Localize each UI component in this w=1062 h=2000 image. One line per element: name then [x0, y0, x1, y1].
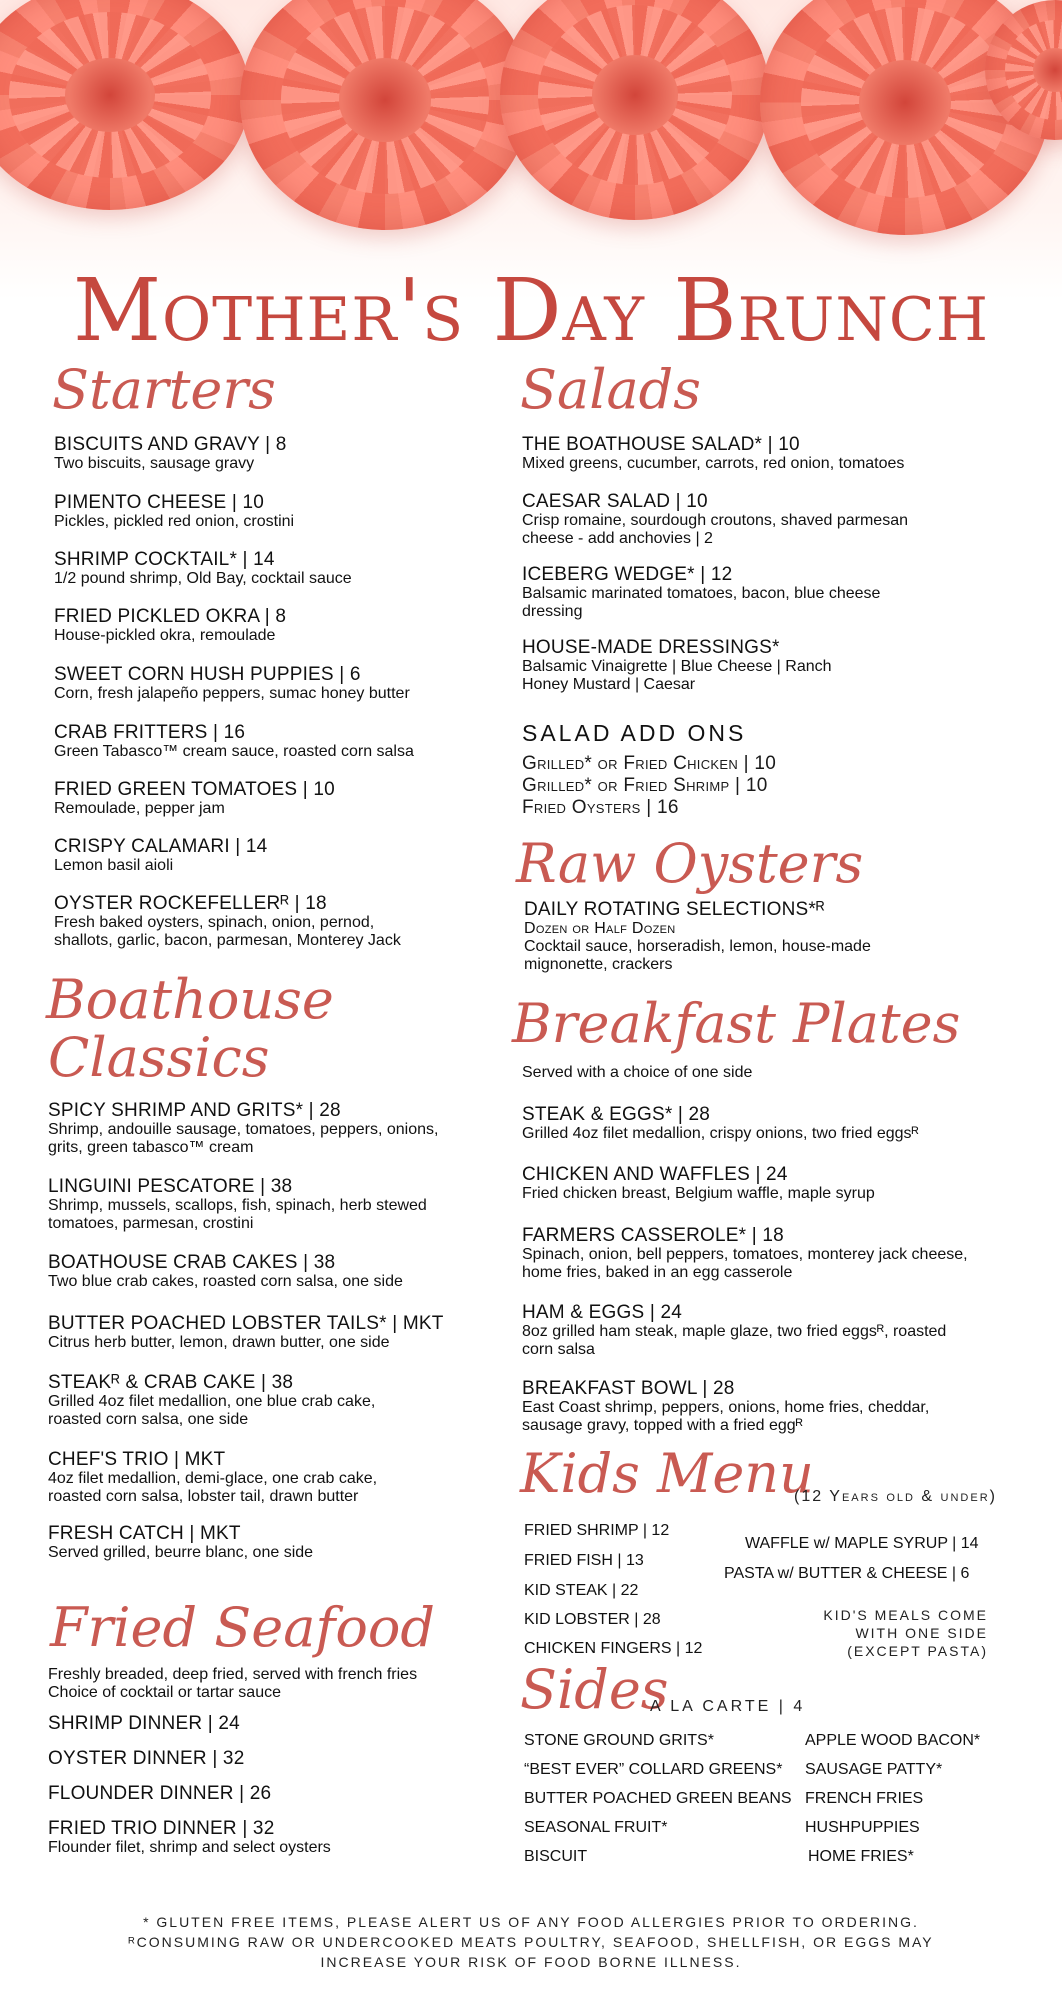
item-desc: 1/2 pound shrimp, Old Bay, cocktail sauce [54, 570, 352, 587]
kids-item: FRIED FISH | 13 [524, 1552, 644, 1569]
item-name: BISCUITS AND GRAVY | 8 [54, 434, 287, 455]
item-desc: Citrus herb butter, lemon, drawn butter, one side [48, 1334, 390, 1351]
hero-flowers-image [0, 0, 1062, 300]
item-subtitle: Dozen or Half Dozen [524, 920, 676, 937]
item-desc: Two biscuits, sausage gravy [54, 455, 255, 472]
item-desc: 4oz filet medallion, demi-glace, one crab cake, [48, 1470, 378, 1487]
starter-item [54, 492, 294, 531]
footer-line: INCREASE YOUR RISK OF FOOD BORNE ILLNESS. [320, 1954, 742, 1970]
item-desc: Grilled 4oz filet medallion, one blue crab cake, [48, 1393, 376, 1410]
item-name: OYSTER ROCKEFELLERᴿ | 18 [54, 893, 327, 914]
item-name: CHICKEN AND WAFFLES | 24 [522, 1164, 788, 1185]
classic-item [48, 1313, 444, 1352]
item-desc: shallots, garlic, bacon, parmesan, Monterey Jack [54, 932, 401, 949]
carnation-flower-1 [0, 0, 250, 210]
item-desc: tomatoes, parmesan, crostini [48, 1215, 254, 1232]
item-desc: Balsamic marinated tomatoes, bacon, blue cheese [522, 585, 881, 602]
item-desc: cheese - add anchovies | 2 [522, 530, 713, 547]
item-desc: Balsamic Vinaigrette | Blue Cheese | Ranch [522, 658, 832, 675]
item-name: STEAK & EGGS* | 28 [522, 1104, 711, 1125]
item-desc: sausage gravy, topped with a fried eggᴿ [522, 1417, 803, 1434]
item-desc: grits, green tabasco™ cream [48, 1139, 254, 1156]
kids-item: PASTA w/ BUTTER & CHEESE | 6 [724, 1565, 970, 1582]
fried-seafood-intro [48, 1666, 417, 1702]
sides-heading: Sides [520, 1658, 669, 1721]
item-name: CAESAR SALAD | 10 [522, 491, 708, 512]
item-desc: Shrimp, mussels, scallops, fish, spinach, herb stewed [48, 1197, 427, 1214]
item-name: SHRIMP COCKTAIL* | 14 [54, 549, 275, 570]
fried-seafood-item: OYSTER DINNER | 32 [48, 1748, 245, 1769]
salad-item [522, 491, 908, 548]
kids-item: KID LOBSTER | 28 [524, 1611, 661, 1628]
item-desc: 8oz grilled ham steak, maple glaze, two fried eggsᴿ, roasted [522, 1323, 947, 1340]
kids-item: CHICKEN FINGERS | 12 [524, 1640, 703, 1657]
page-title: Mother's Day Brunch [72, 261, 990, 361]
item-desc: Lemon basil aioli [54, 857, 174, 874]
add-on-item: Fried Oysters | 16 [522, 797, 679, 818]
starter-item [54, 722, 414, 761]
item-name: CRISPY CALAMARI | 14 [54, 836, 268, 857]
item-desc: Honey Mustard | Caesar [522, 676, 696, 693]
item-name: DAILY ROTATING SELECTIONS*ᴿ [524, 899, 825, 920]
item-name: PIMENTO CHEESE | 10 [54, 492, 265, 513]
starters-heading: Starters [52, 358, 276, 421]
item-name: LINGUINI PESCATORE | 38 [48, 1176, 293, 1197]
breakfast-plates-heading: Breakfast Plates [512, 992, 961, 1055]
classic-item [48, 1100, 438, 1157]
item-desc: East Coast shrimp, peppers, onions, home fries, cheddar, [522, 1399, 930, 1416]
item-desc: Corn, fresh jalapeño peppers, sumac honey butter [54, 685, 410, 702]
item-desc: mignonette, crackers [524, 956, 673, 973]
footer-disclaimer [0, 1912, 1062, 1972]
item-desc: Crisp romaine, sourdough croutons, shaved parmesan [522, 512, 908, 529]
sides-price-note: A LA CARTE | 4 [650, 1698, 806, 1715]
kids-item: WAFFLE w/ MAPLE SYRUP | 14 [745, 1535, 979, 1552]
breakfast-item [522, 1302, 946, 1359]
item-desc: House-pickled okra, remoulade [54, 627, 276, 644]
side-item: BISCUIT [524, 1848, 588, 1865]
item-name: FRESH CATCH | MKT [48, 1523, 241, 1544]
item-name: STEAKᴿ & CRAB CAKE | 38 [48, 1372, 294, 1393]
item-name: CHEF'S TRIO | MKT [48, 1449, 226, 1470]
item-desc: Pickles, pickled red onion, crostini [54, 513, 295, 530]
classic-item [48, 1523, 313, 1562]
item-desc: corn salsa [522, 1341, 595, 1358]
item-desc: Green Tabasco™ cream sauce, roasted corn salsa [54, 743, 414, 760]
starter-item [54, 606, 286, 645]
add-on-item: Grilled* or Fried Chicken | 10 [522, 753, 777, 774]
salad-item [522, 434, 904, 473]
item-name: BOATHOUSE CRAB CAKES | 38 [48, 1252, 336, 1273]
classics-heading-line-2: Classics [48, 1026, 270, 1089]
fried-seafood-heading: Fried Seafood [50, 1596, 435, 1659]
breakfast-item [522, 1225, 968, 1282]
item-name: FRIED TRIO DINNER | 32 [48, 1818, 275, 1839]
side-item: HUSHPUPPIES [805, 1819, 920, 1836]
item-desc: Fresh baked oysters, spinach, onion, pernod, [54, 914, 375, 931]
classic-item [48, 1252, 403, 1291]
note-line: WITH ONE SIDE [855, 1625, 988, 1641]
item-name: HAM & EGGS | 24 [522, 1302, 682, 1323]
side-item: STONE GROUND GRITS* [524, 1732, 714, 1749]
item-name: THE BOATHOUSE SALAD* | 10 [522, 434, 800, 455]
salad-add-ons-title: SALAD ADD ONS [522, 720, 747, 746]
item-desc: Two blue crab cakes, roasted corn salsa, one side [48, 1273, 403, 1290]
salad-item [522, 564, 880, 621]
item-desc: roasted corn salsa, one side [48, 1411, 249, 1428]
kids-item: FRIED SHRIMP | 12 [524, 1522, 670, 1539]
item-desc: home fries, baked in an egg casserole [522, 1264, 793, 1281]
item-desc: Flounder filet, shrimp and select oysters [48, 1839, 331, 1856]
fried-seafood-item: FLOUNDER DINNER | 26 [48, 1783, 272, 1804]
item-name: FRIED PICKLED OKRA | 8 [54, 606, 287, 627]
add-on-item: Grilled* or Fried Shrimp | 10 [522, 775, 768, 796]
item-name: SWEET CORN HUSH PUPPIES | 6 [54, 664, 361, 685]
item-desc: Cocktail sauce, horseradish, lemon, house-made [524, 938, 871, 955]
fried-seafood-item [48, 1818, 331, 1857]
item-name: SPICY SHRIMP AND GRITS* | 28 [48, 1100, 341, 1121]
side-item: FRENCH FRIES [805, 1790, 924, 1807]
classic-item [48, 1449, 377, 1506]
item-desc: Fried chicken breast, Belgium waffle, maple syrup [522, 1185, 875, 1202]
item-name: BREAKFAST BOWL | 28 [522, 1378, 735, 1399]
item-desc: Remoulade, pepper jam [54, 800, 225, 817]
item-name: BUTTER POACHED LOBSTER TAILS* | MKT [48, 1313, 444, 1334]
salad-item [522, 637, 832, 694]
note-line: KID'S MEALS COME [823, 1607, 988, 1623]
side-item: SAUSAGE PATTY* [805, 1761, 943, 1778]
item-name: FARMERS CASSEROLE* | 18 [522, 1225, 784, 1246]
item-desc: roasted corn salsa, lobster tail, drawn butter [48, 1488, 359, 1505]
starter-item [54, 893, 401, 950]
side-item: SEASONAL FRUIT* [524, 1819, 668, 1836]
item-name: HOUSE-MADE DRESSINGS* [522, 637, 780, 658]
breakfast-intro: Served with a choice of one side [522, 1064, 753, 1081]
kids-age-note: (12 Years old & under) [794, 1488, 997, 1505]
starter-item [54, 836, 267, 875]
kids-menu-heading: Kids Menu [520, 1442, 814, 1505]
breakfast-item [522, 1378, 929, 1435]
item-name: FRIED GREEN TOMATOES | 10 [54, 779, 335, 800]
starter-item [54, 434, 286, 473]
side-item: “BEST EVER” COLLARD GREENS* [524, 1761, 783, 1778]
side-item: HOME FRIES* [808, 1848, 914, 1865]
raw-oysters-heading: Raw Oysters [516, 832, 864, 895]
classic-item [48, 1372, 375, 1429]
footer-line: ᴿCONSUMING RAW OR UNDERCOOKED MEATS POULTRY, SEAFOOD, SHELLFISH, OR EGGS MAY [128, 1934, 934, 1950]
item-desc: Grilled 4oz filet medallion, crispy onions, two fried eggsᴿ [522, 1125, 919, 1142]
classic-item [48, 1176, 427, 1233]
breakfast-item [522, 1164, 875, 1203]
item-desc: Spinach, onion, bell peppers, tomatoes, monterey jack cheese, [522, 1246, 968, 1263]
raw-oysters-item [524, 899, 871, 974]
salads-heading: Salads [520, 358, 701, 421]
starter-item [54, 779, 335, 818]
item-name: CRAB FRITTERS | 16 [54, 722, 246, 743]
item-name: ICEBERG WEDGE* | 12 [522, 564, 733, 585]
footer-line: * GLUTEN FREE ITEMS, PLEASE ALERT US OF ANY FOOD ALLERGIES PRIOR TO ORDERING. [143, 1914, 919, 1930]
kids-item: KID STEAK | 22 [524, 1582, 639, 1599]
breakfast-item [522, 1104, 919, 1143]
carnation-flower-3 [500, 0, 770, 220]
item-desc: dressing [522, 603, 583, 620]
item-desc: Served grilled, beurre blanc, one side [48, 1544, 314, 1561]
side-item: APPLE WOOD BACON* [805, 1732, 981, 1749]
note-line: (EXCEPT PASTA) [847, 1643, 988, 1659]
fried-seafood-item: SHRIMP DINNER | 24 [48, 1713, 240, 1734]
side-item: BUTTER POACHED GREEN BEANS [524, 1790, 792, 1807]
starter-item [54, 549, 352, 588]
intro-line: Choice of cocktail or tartar sauce [48, 1684, 281, 1701]
intro-line: Freshly breaded, deep fried, served with french fries [48, 1666, 418, 1683]
item-desc: Mixed greens, cucumber, carrots, red onion, tomatoes [522, 455, 905, 472]
classics-heading-line-1: Boathouse [46, 968, 334, 1031]
starter-item [54, 664, 410, 703]
kids-sides-note [780, 1606, 988, 1660]
item-desc: Shrimp, andouille sausage, tomatoes, peppers, onions, [48, 1121, 439, 1138]
carnation-flower-2 [240, 0, 530, 230]
